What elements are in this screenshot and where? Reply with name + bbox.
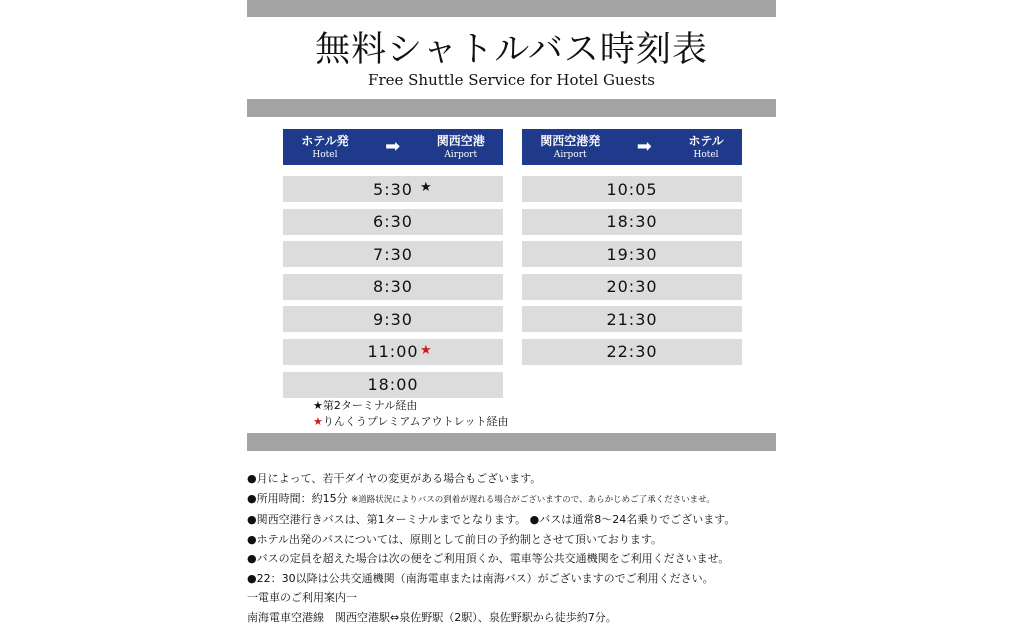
departure-time: 6:30 <box>373 212 413 231</box>
legend-text: りんくうプレミアムアウトレット経由 <box>323 415 509 428</box>
departure-time-row <box>522 274 742 300</box>
black-star-icon: ★ <box>420 180 432 195</box>
arrow-right-icon: ➡ <box>385 137 400 157</box>
travel-time-caveat: ※道路状況によりバスの到着が遅れる場合がございますので、あらかじめご了承くださいませ。 <box>351 495 715 505</box>
destination-ja: ホテル <box>688 134 723 149</box>
departure-time: 7:30 <box>373 245 413 264</box>
departure-time: 22:30 <box>606 342 657 361</box>
departure-time: 10:05 <box>606 180 657 199</box>
destination-ja: 関西空港 <box>437 134 485 149</box>
notes-section <box>247 469 787 627</box>
destination-en: Hotel <box>688 149 723 161</box>
departure-time-row <box>283 176 503 202</box>
black-star-icon: ★ <box>313 399 323 412</box>
departure-time-row <box>522 209 742 235</box>
note-reservation: ●ホテル出発のバスについては、原則として前日の予約制とさせて頂いております。 <box>247 530 787 550</box>
departure-time-row <box>283 241 503 267</box>
departure-time: 5:30 <box>373 180 413 199</box>
departure-time-row <box>522 176 742 202</box>
timetable-airport-to-hotel <box>522 129 742 372</box>
departure-time: 21:30 <box>606 310 657 329</box>
departure-time-row <box>283 209 503 235</box>
departure-time-row <box>283 339 503 365</box>
note-overcapacity: ●バスの定員を超えた場合は次の便をご利用頂くか、電車等公共交通機関をご利用くださいませ。 <box>247 549 787 569</box>
departure-time-row <box>522 241 742 267</box>
legend-item-terminal2 <box>313 398 509 414</box>
legend-text: 第2ターミナル経由 <box>323 399 417 412</box>
departure-time: 11:00 <box>367 342 418 361</box>
origin-label <box>540 134 600 161</box>
page-subtitle: Free Shuttle Service for Hotel Guests <box>247 70 776 90</box>
note-travel-time <box>247 489 787 511</box>
red-star-icon: ★ <box>420 343 432 358</box>
bottom-divider-bar <box>247 433 776 451</box>
note-schedule-change: ●月によって、若干ダイヤの変更がある場合もございます。 <box>247 469 787 489</box>
departure-time: 9:30 <box>373 310 413 329</box>
departure-time-row <box>522 339 742 365</box>
page-title: 無料シャトルバス時刻表 <box>247 28 776 72</box>
train-guide-heading: 一電車のご利用案内一 <box>247 588 787 608</box>
destination-label <box>688 134 723 161</box>
destination-en: Airport <box>437 149 485 161</box>
departure-time: 20:30 <box>606 277 657 296</box>
timetable-header <box>522 129 742 165</box>
origin-ja: 関西空港発 <box>540 134 600 149</box>
origin-ja: ホテル発 <box>301 134 348 149</box>
timetable-header <box>283 129 503 165</box>
destination-label <box>437 134 485 161</box>
departure-time: 18:30 <box>606 212 657 231</box>
departure-time-row <box>283 306 503 332</box>
middle-divider-bar <box>247 99 776 117</box>
red-star-icon: ★ <box>313 415 323 428</box>
departure-time: 8:30 <box>373 277 413 296</box>
note-terminal-capacity: ●関西空港行きバスは、第1ターミナルまでとなります。 ●バスは通常8～24名乗りでございます。 <box>247 510 787 530</box>
timetable-hotel-to-airport <box>283 129 503 404</box>
departure-time-row <box>283 372 503 398</box>
departure-time-row <box>283 274 503 300</box>
departure-time: 18:00 <box>367 375 418 394</box>
top-divider-bar <box>247 0 776 17</box>
legend-item-outlet <box>313 414 509 430</box>
departure-time: 19:30 <box>606 245 657 264</box>
origin-en: Airport <box>540 149 600 161</box>
arrow-right-icon: ➡ <box>637 137 652 157</box>
origin-label <box>301 134 348 161</box>
departure-time-row <box>522 306 742 332</box>
note-after-2230: ●22：30以降は公共交通機関（南海電車または南海バス）がございますのでご利用ください。 <box>247 569 787 589</box>
legend <box>313 398 509 430</box>
origin-en: Hotel <box>301 149 348 161</box>
travel-time-text: ●所用時間：約15分 <box>247 492 348 505</box>
train-guide-text: 南海電車空港線 関西空港駅⇔泉佐野駅（2駅）、泉佐野駅から徒歩約7分。 <box>247 608 787 627</box>
